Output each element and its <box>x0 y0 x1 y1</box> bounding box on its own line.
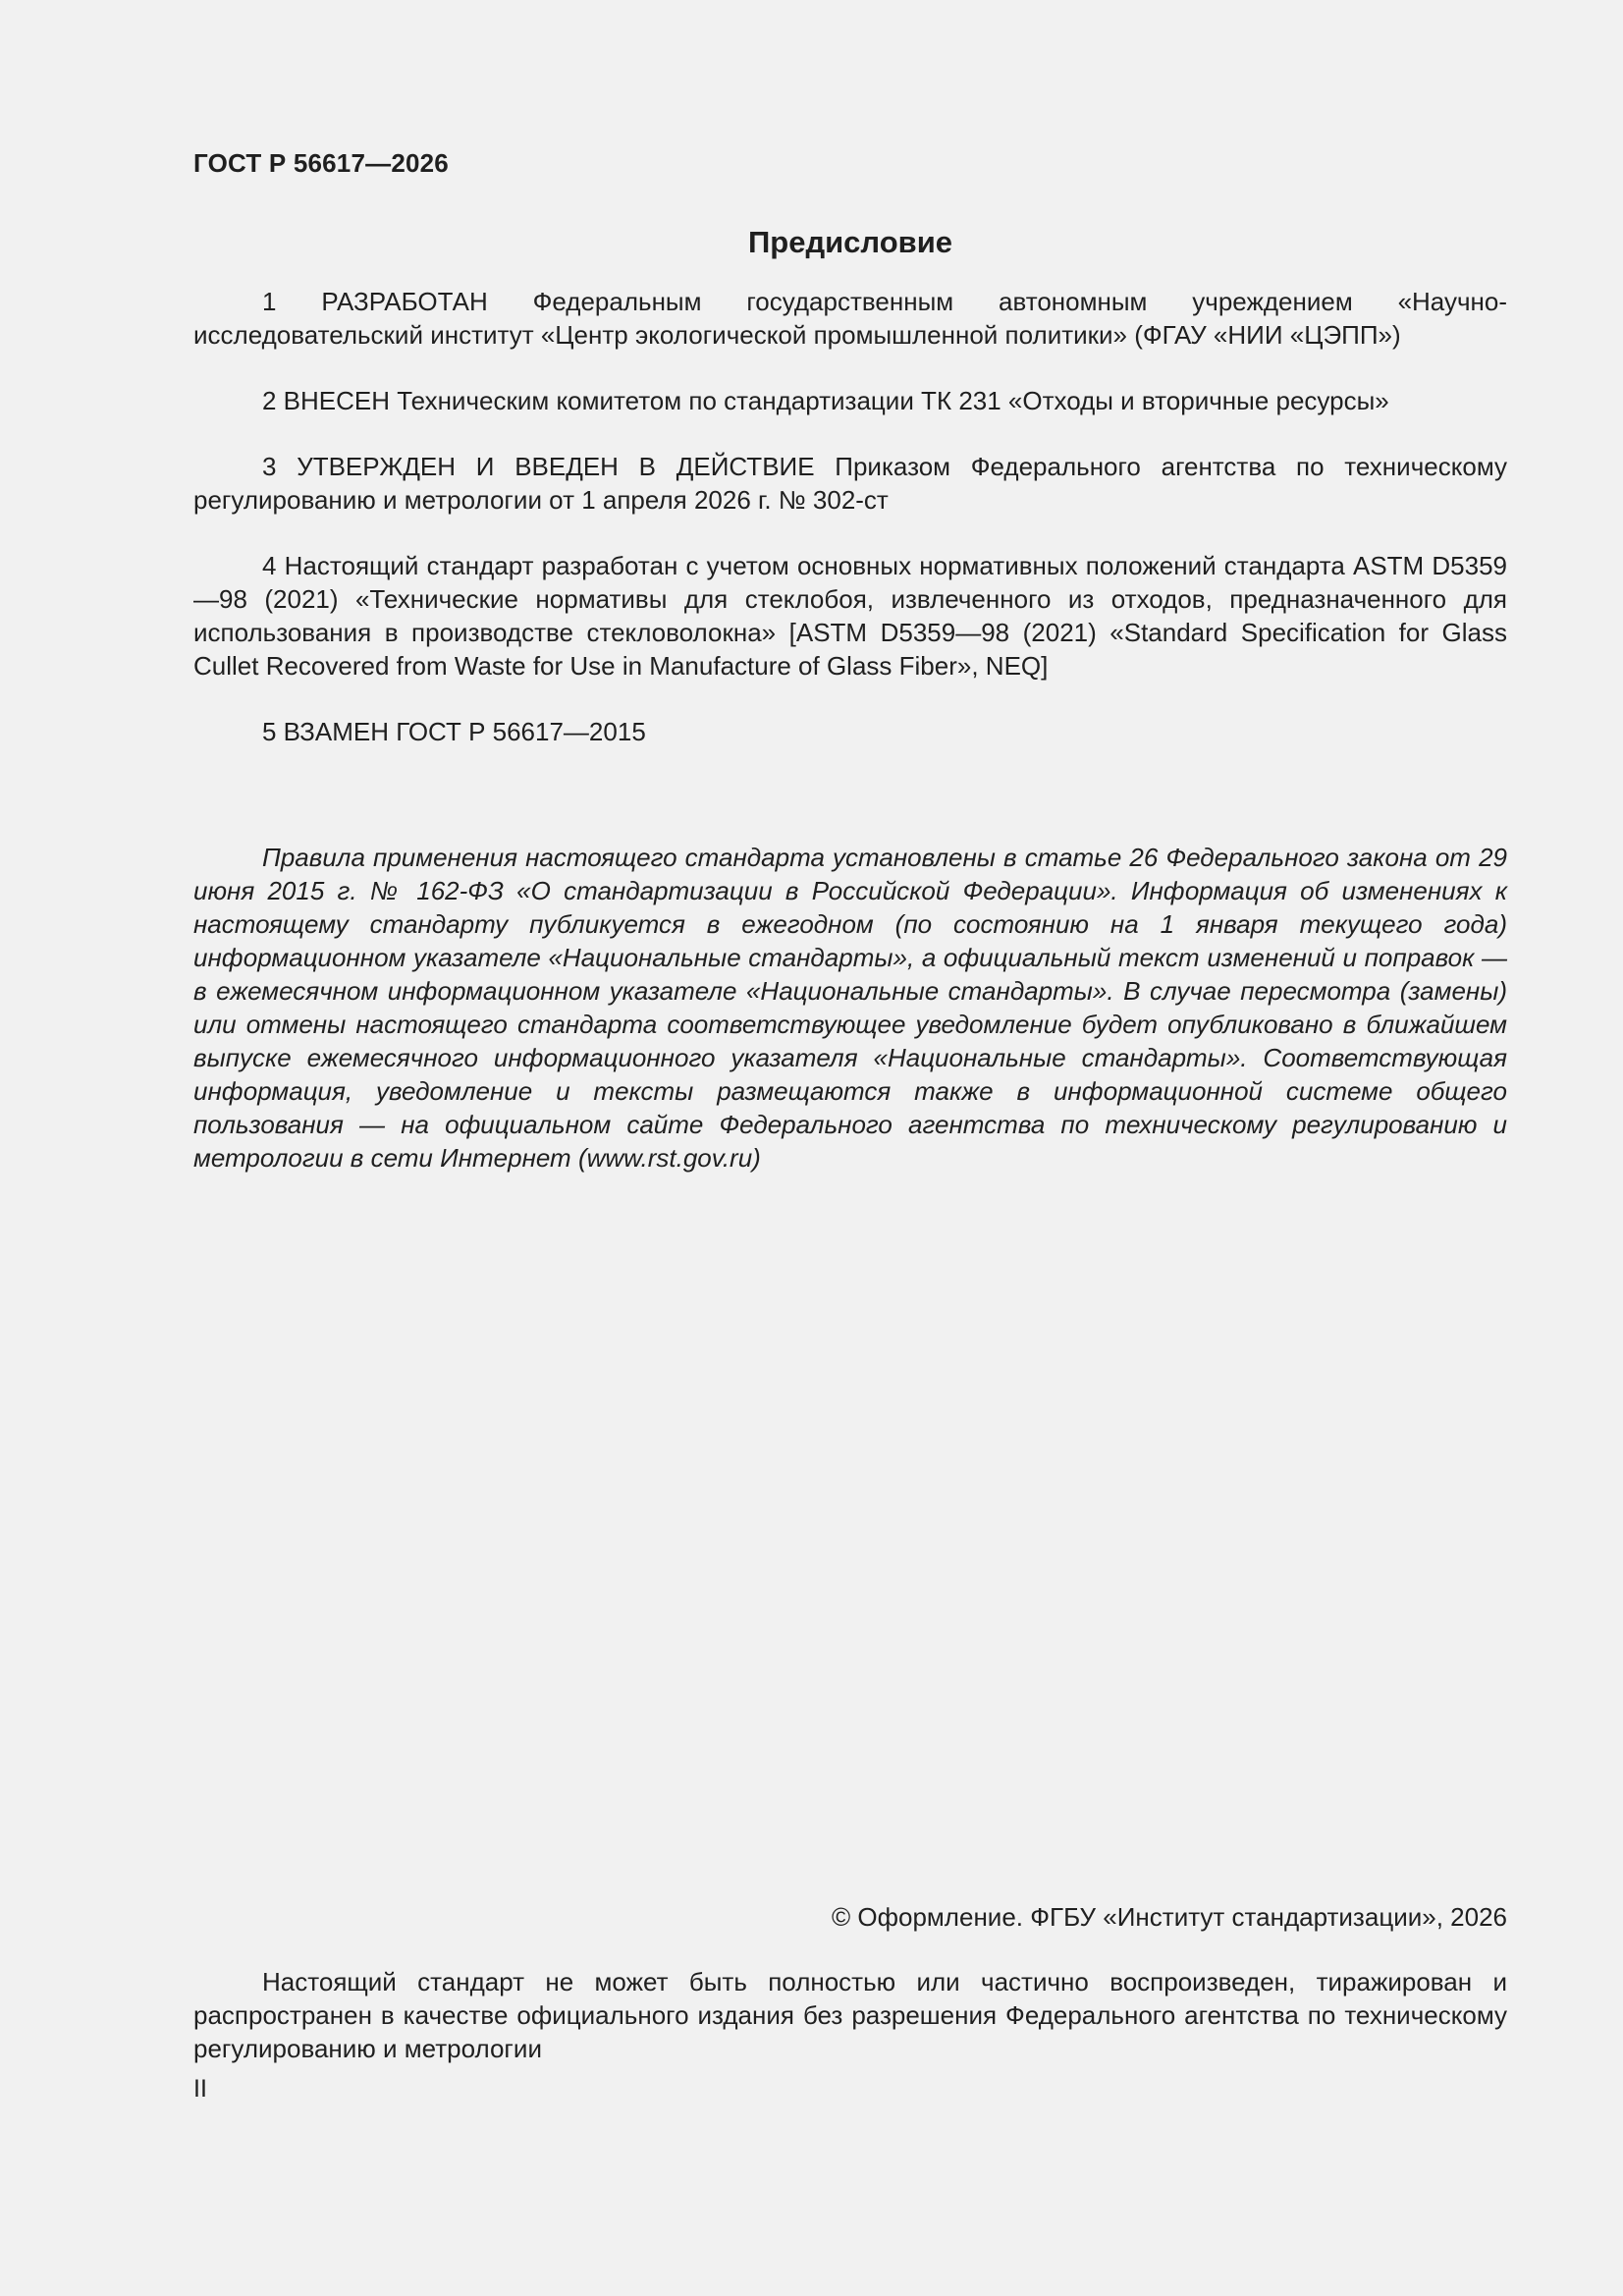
document-code: ГОСТ Р 56617—2026 <box>193 148 449 178</box>
reproduction-rights-notice: Настоящий стандарт не может быть полностью или частично воспроизведен, тиражирован и распространен в качестве официального издания без разрешения Федерального агентства по техническому регулированию и метрологии <box>193 1967 1507 2063</box>
copyright-line: © Оформление. ФГБУ «Институт стандартизации», 2026 <box>832 1902 1507 1932</box>
foreword-item-2: 2 ВНЕСЕН Техническим комитетом по стандартизации ТК 231 «Отходы и вторичные ресурсы» <box>262 386 1389 415</box>
foreword-item-3: 3 УТВЕРЖДЕН И ВВЕДЕН В ДЕЙСТВИЕ Приказом Федерального агентства по техническому регулированию и метрологии от 1 апреля 2026 г. № 302-ст <box>193 452 1507 515</box>
page-number: II <box>193 2075 207 2103</box>
foreword-title: Предисловие <box>747 225 952 259</box>
foreword-items <box>193 285 1507 781</box>
foreword-item-4: 4 Настоящий стандарт разработан с учетом основных нормативных положений стандарта ASTM D5359—98 (2021) «Технические нормативы для стеклобоя, извлеченного из отходов, предназначенного для использования в производстве стекловолокна» [ASTM D5359—98 (2021) «Standard Specification for Glass Cullet Recovered from Waste for Use in Manufacture of Glass Fiber», NEQ] <box>193 551 1507 681</box>
foreword-item-1: 1 РАЗРАБОТАН Федеральным государственным автономным учреждением «Научно-исследовательский институт «Центр экологической промышленной политики» (ФГАУ «НИИ «ЦЭПП») <box>193 287 1507 350</box>
document-page <box>193 0 1507 2296</box>
foreword-item-5: 5 ВЗАМЕН ГОСТ Р 56617—2015 <box>262 717 646 746</box>
application-rules-notice: Правила применения настоящего стандарта установлены в статье 26 Федерального закона от 29 июня 2015 г. № 162-ФЗ «О стандартизации в Российской Федерации». Информация об изменениях к настоящему стандарту публикуется в ежегодном (по состоянию на 1 января текущего года) информационном указателе «Национальные стандарты», а официальный текст изменений и поправок — в ежемесячном информационном указателе «Национальные стандарты». В случае пересмотра (замены) или отмены настоящего стандарта соответствующее уведомление будет опубликовано в ближайшем выпуске ежемесячного информационного указателя «Национальные стандарты». Соответствующая информация, уведомление и тексты размещаются также в информационной системе общего пользования — на официальном сайте Федерального агентства по техническому регулированию и метрологии в сети Интернет (www.rst.gov.ru) <box>193 843 1507 1173</box>
